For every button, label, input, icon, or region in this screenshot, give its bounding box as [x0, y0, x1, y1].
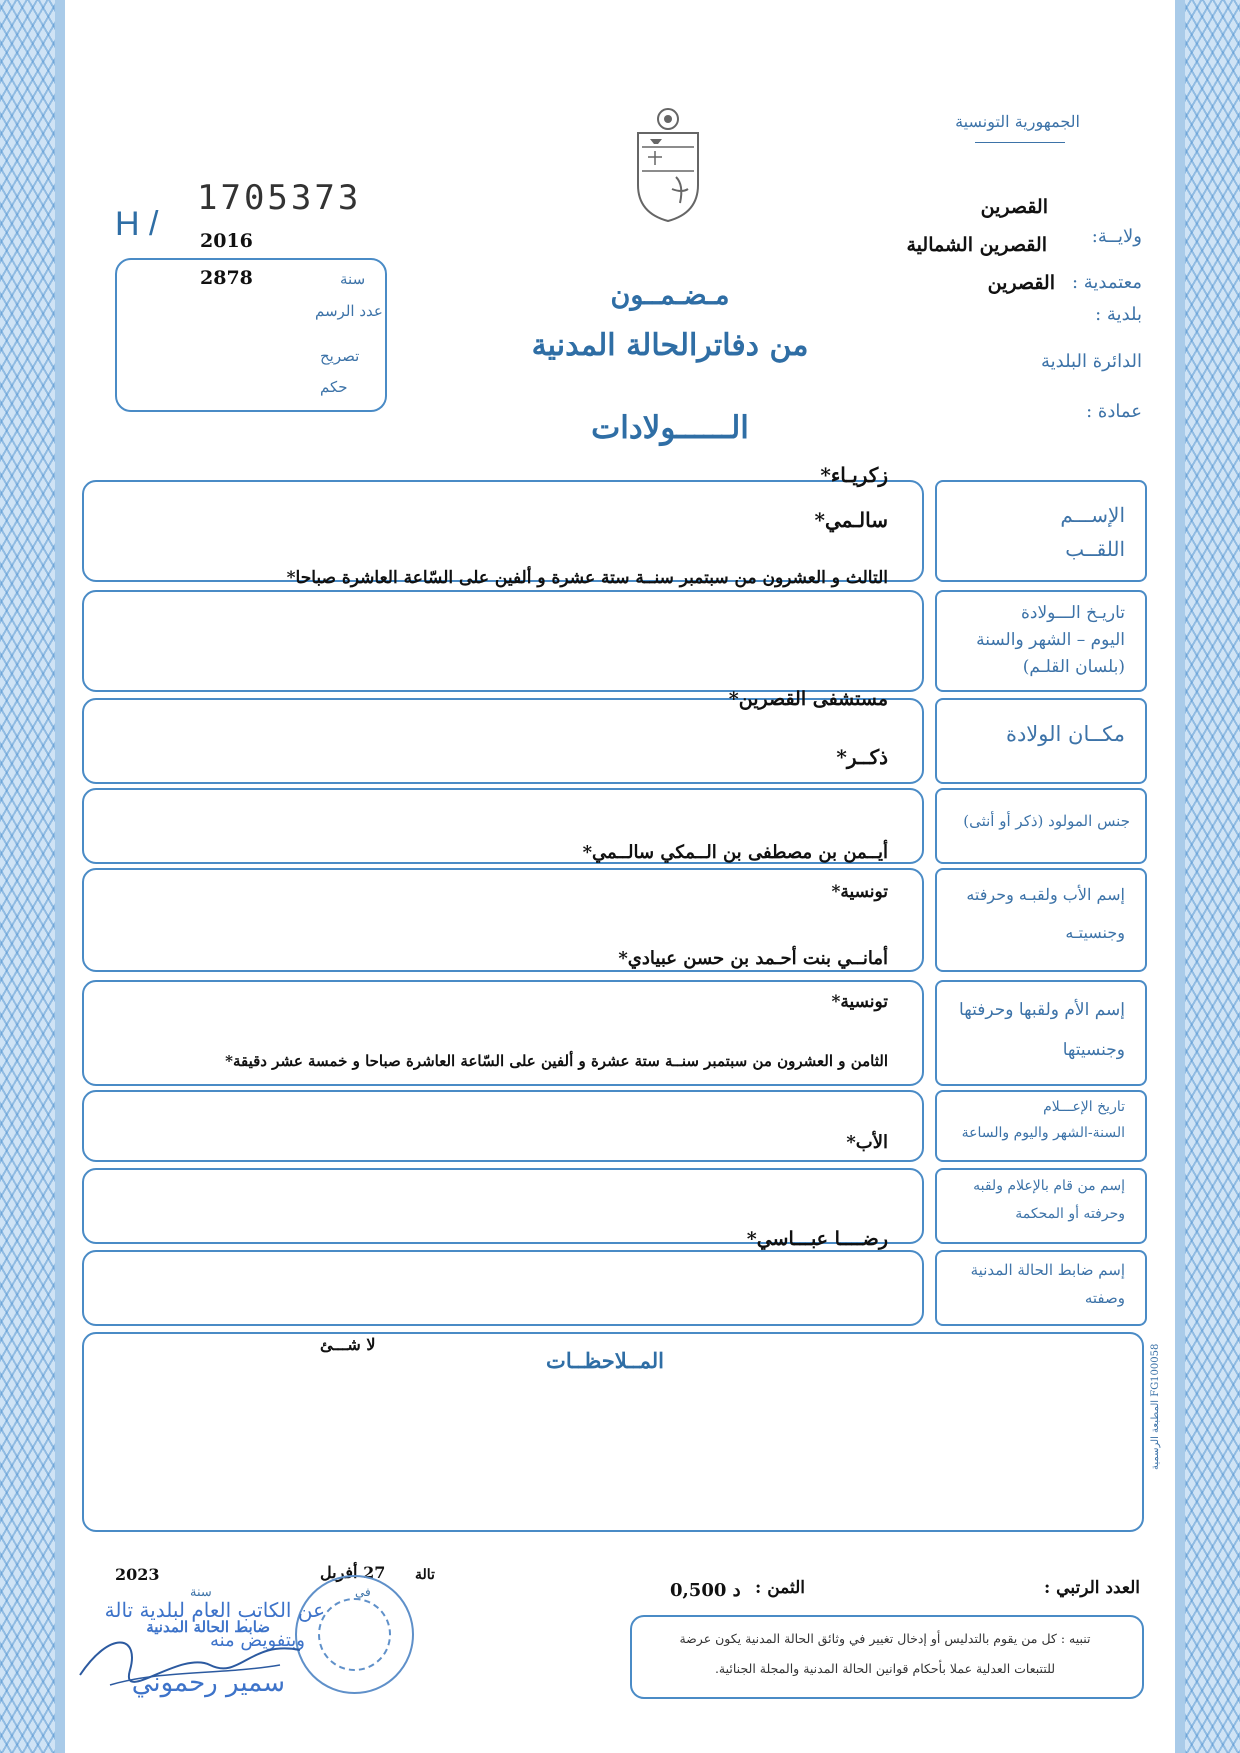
signature: [70, 1620, 310, 1700]
value-first-name: زكريـاء*: [820, 463, 888, 487]
label-father: إسم الأب ولقبـه وحرفته وجنسيتـه: [966, 885, 1125, 942]
value-box-birth-place: [82, 698, 924, 784]
value-box-mother: [82, 980, 924, 1086]
value-birth-place: مستشفى القصرين*: [728, 688, 888, 710]
stamp-text-1: عن الكاتب العام لبلدية تالة: [104, 1598, 325, 1622]
footer-price-label: الثمن :: [755, 1578, 805, 1598]
notes-value: لا شـــئ: [320, 1335, 376, 1354]
wilaya-value: القصرين: [980, 196, 1048, 218]
label-declaration-date: تاريخ الإعـــلام السنة-الشهر واليوم والساعة: [961, 1099, 1125, 1141]
footer-price-value: 0,500 د: [670, 1580, 741, 1601]
label-name: الإســـم اللقــب: [1060, 503, 1125, 561]
municipality-label: بلدية :: [1095, 304, 1142, 325]
value-box-declaration-date: [82, 1090, 924, 1162]
notes-heading: المــلاحظــات: [546, 1348, 664, 1373]
wilaya-label: ولايــة:: [1091, 226, 1142, 247]
value-mother: أمانــي بنت أحـمد بن حسن عبيادي*: [618, 948, 888, 969]
value-declaration-date: الثامن و العشرون من سبتمبر سنــة ستة عشرة و ألفين على السّاعة العاشرة صباحا و خمسة عشر دقيقة*: [225, 1052, 888, 1070]
label-mother: إسم الأم ولقبها وحرفتها وجنسيتها: [959, 1000, 1125, 1060]
serial-prefix: H /: [115, 205, 159, 243]
stamp-text-3: ضابط الحالة المدنية: [146, 1618, 270, 1636]
warning-text: تنبيه : كل من يقوم بالتدليس أو إدخال تغيير في وثائق الحالة المدنية يكون عرضة للتتبعات العدلية عملا بأحكام قوانين الحالة المدنية والمجلة الجنائية.: [679, 1631, 1091, 1676]
label-birth-date: تاريـخ الـــولادة اليوم – الشهر والسنة (بلسان القلـم): [976, 603, 1125, 677]
omda-label: عمادة :: [1086, 401, 1142, 422]
value-father-nationality: تونسية*: [831, 882, 888, 902]
district-label: الدائرة البلدية: [1040, 351, 1142, 372]
serial-number: 1705373: [197, 178, 362, 218]
value-sex: ذكــر*: [836, 745, 888, 769]
footer-date-prefix: في: [355, 1585, 371, 1599]
record-label: عدد الرسم: [315, 302, 383, 320]
value-last-name: سالـمي*: [814, 508, 888, 532]
value-father: أيــمن بن مصطفى بن الــمكي سالــمي*: [582, 842, 888, 863]
record-value: 2878: [200, 267, 253, 289]
border-frame-right: [1175, 0, 1185, 1753]
republic-label: الجمهورية التونسية: [955, 112, 1080, 131]
footer-serial-label: العدد الرتبي :: [1043, 1578, 1140, 1598]
stamp-signer: سمير رحموني: [131, 1668, 285, 1698]
official-stamp-inner: [318, 1598, 391, 1671]
coat-of-arms-emblem: [628, 105, 708, 225]
title-line2: من دفاترالحالة المدنية: [531, 328, 809, 363]
value-mother-nationality: تونسية*: [831, 992, 888, 1012]
year-label: سنة: [340, 270, 366, 288]
value-declarant: الأب*: [846, 1132, 888, 1153]
value-officer: رضــــا عبـــاسي*: [746, 1228, 888, 1250]
republic-divider: [975, 142, 1065, 143]
label-declarant: إسم من قام بالإعلام ولقبه وحرفته أو المحكمة: [973, 1178, 1125, 1222]
title-line1: مـضـمــون: [610, 280, 730, 311]
footer-date: 27 أفريل: [320, 1563, 386, 1582]
footer-place: تالة: [415, 1567, 435, 1583]
delegation-label: معتمدية :: [1071, 272, 1142, 293]
declaration-label: تصريح: [320, 347, 360, 365]
footer-year: 2023: [115, 1565, 160, 1584]
delegation-value: القصرين الشمالية: [906, 234, 1047, 256]
municipality-value: القصرين: [987, 272, 1055, 294]
decorative-border-left: [0, 0, 55, 1753]
year-value: 2016: [200, 230, 253, 252]
title-line3: الــــــولادات: [591, 410, 749, 446]
value-box-officer: [82, 1250, 924, 1326]
label-birth-place: مكــان الولادة: [1005, 722, 1125, 746]
judgment-label: حكم: [320, 378, 348, 396]
stamp-text-2: وبتفويض منه: [209, 1630, 305, 1651]
label-sex: جنس المولود (ذكر أو أنثى): [963, 812, 1130, 830]
decorative-border-right: [1185, 0, 1240, 1753]
label-officer: إسم ضابط الحالة المدنية وصفته: [970, 1261, 1125, 1307]
value-box-name: [82, 480, 924, 582]
printer-note: المطبعة الرسمية FG100058: [1150, 1343, 1161, 1470]
footer-year-label: سنة: [190, 1585, 212, 1600]
border-frame-left: [55, 0, 65, 1753]
value-box-birth-date: [82, 590, 924, 692]
value-birth-date: التالث و العشرون من سبتمبر سنــة ستة عشرة و ألفين على السّاعة العاشرة صباحا*: [286, 568, 888, 588]
